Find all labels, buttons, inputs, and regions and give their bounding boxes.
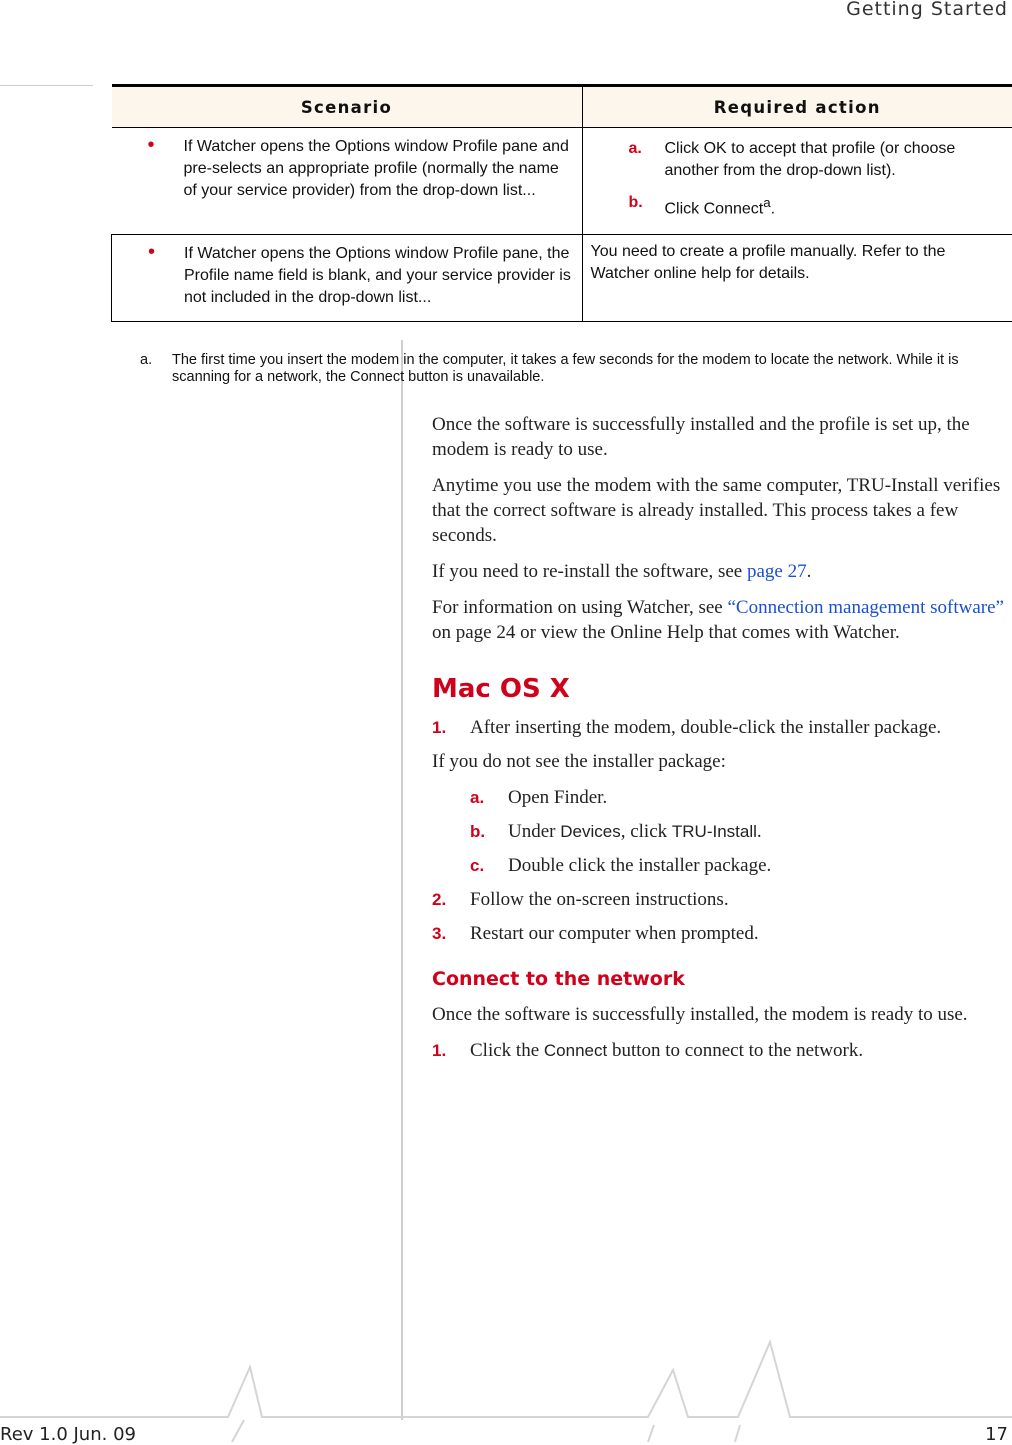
paragraph: Once the software is successfully installed, the modem is ready to use. <box>432 1002 1010 1027</box>
step-text: Double click the installer package. <box>508 853 1010 878</box>
step-text: to accept that profile (or choose another from the drop-down list). <box>665 140 956 179</box>
list-item <box>432 921 1010 946</box>
paragraph-text: . <box>807 561 812 582</box>
tru-install-ref: TRU-Install <box>672 822 757 841</box>
footnote-label: a. <box>140 352 152 369</box>
margin-divider <box>401 340 403 1420</box>
step-letter: b. <box>591 192 665 220</box>
step-text: Click the <box>470 1040 544 1061</box>
list-item <box>470 785 1010 810</box>
footer-revision: Rev 1.0 Jun. 09 <box>0 1424 136 1445</box>
step-text: button to connect to the network. <box>607 1040 863 1061</box>
step-text: Open Finder. <box>508 785 1010 810</box>
page-number: 17 <box>985 1424 1008 1445</box>
connect-button-ref: Connect <box>704 200 764 217</box>
action-step <box>591 138 1003 182</box>
bullet-icon: • <box>148 241 155 263</box>
step-note: If you do not see the installer package: <box>432 749 1010 774</box>
list-item <box>432 1038 1010 1063</box>
profile-name-field-ref: Profile name <box>184 267 274 284</box>
step-letter: a. <box>470 785 508 810</box>
step-text: Click <box>665 140 704 157</box>
paragraph <box>432 559 1010 584</box>
section-heading-connect: Connect to the network <box>432 966 1010 992</box>
section-heading-mac: Mac OS X <box>432 673 1010 705</box>
step-letter: a. <box>591 138 665 182</box>
table-header-scenario: Scenario <box>112 86 583 128</box>
step-number: 2. <box>432 887 470 912</box>
table-row <box>112 128 1012 235</box>
step-letter: c. <box>470 853 508 878</box>
scenario-table <box>111 84 1012 322</box>
footnote-marker: a <box>763 195 770 210</box>
list-item <box>470 819 1010 844</box>
paragraph: Anytime you use the modem with the same computer, TRU-Install verifies that the correct software is already installed. This process takes a few seconds. <box>432 473 1010 548</box>
running-header: Getting Started <box>846 0 1008 20</box>
paragraph: Once the software is successfully installed and the profile is set up, the modem is ready to use. <box>432 412 1010 462</box>
step-letter: b. <box>470 819 508 844</box>
step-text: Follow the on-screen instructions. <box>470 887 1010 912</box>
paragraph <box>432 595 1010 645</box>
devices-ref: Devices <box>560 822 620 841</box>
step-number: 1. <box>432 715 470 740</box>
footer-waveform <box>0 1330 1012 1442</box>
step-number: 3. <box>432 921 470 946</box>
page-27-link[interactable]: page 27 <box>747 561 807 582</box>
ok-button-ref: OK <box>704 140 727 157</box>
scenario-text: If Watcher opens the Options window Profile pane, the <box>184 245 569 262</box>
table-footnote <box>140 352 980 386</box>
action-step <box>591 192 1003 220</box>
list-item <box>432 887 1010 912</box>
list-item <box>432 715 1010 740</box>
scenario-text: If Watcher opens the Options window Profile pane and pre-selects an appropriate profile (normally the name of your service provider) from the drop-down list... <box>184 138 569 199</box>
table-row <box>112 235 1012 322</box>
scenario-text: field is blank, and your service provider is not included in the drop-down list... <box>184 267 571 306</box>
paragraph-text: on page 24 or view the Online Help that comes with Watcher. <box>432 622 900 643</box>
connection-software-link[interactable]: “Connection management software” <box>728 597 1004 618</box>
step-text: . <box>771 200 775 217</box>
bullet-icon: • <box>148 134 155 156</box>
connect-button-ref: Connect <box>544 1041 607 1060</box>
step-text: , click <box>621 821 672 842</box>
header-rule <box>0 85 93 86</box>
scenario-cell <box>112 235 583 322</box>
action-text: You need to create a profile manually. Refer to the Watcher online help for details. <box>591 243 946 282</box>
main-content <box>432 412 1010 1072</box>
list-item <box>470 853 1010 878</box>
step-text: Restart our computer when prompted. <box>470 921 1010 946</box>
step-text: . <box>757 821 762 842</box>
step-number: 1. <box>432 1038 470 1063</box>
action-cell <box>582 235 1012 322</box>
footnote-text: The first time you insert the modem in the computer, it takes a few seconds for the modem to locate the network. While it is scanning for a network, the Connect button is unavailable. <box>172 352 980 386</box>
paragraph-text: If you need to re-install the software, see <box>432 561 747 582</box>
paragraph-text: For information on using Watcher, see <box>432 597 728 618</box>
scenario-cell <box>112 128 583 235</box>
action-cell <box>582 128 1012 235</box>
step-text: After inserting the modem, double-click the installer package. <box>470 715 1010 740</box>
table-header-action: Required action <box>582 86 1012 128</box>
step-text: Click <box>665 200 704 217</box>
step-text: Under <box>508 821 560 842</box>
